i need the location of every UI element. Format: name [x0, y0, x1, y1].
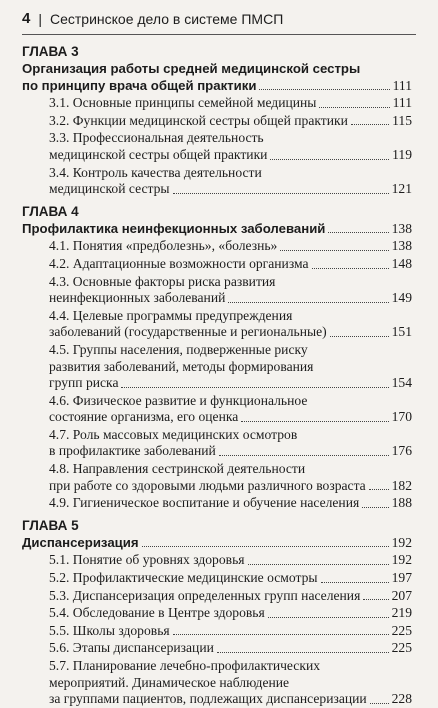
section-title-line: 3.2. Функции медицинской сестры общей практики: [49, 112, 348, 128]
toc-entry: [22, 95, 412, 112]
section-row: [22, 623, 412, 640]
section-title-line: развития заболеваний, методы формирования: [49, 358, 314, 374]
dot-leader: [259, 89, 389, 90]
dot-leader: [363, 599, 388, 600]
section-row: [22, 478, 412, 495]
chapter-block: [22, 204, 412, 512]
section-row: [22, 552, 412, 569]
section-title-line: медицинской сестры: [49, 181, 170, 197]
header-separator: |: [38, 10, 42, 27]
dot-leader: [270, 159, 389, 160]
toc-entry: [22, 495, 412, 512]
section-title-line: 4.5. Группы населения, подверженные риску: [49, 341, 308, 357]
page-ref: 148: [391, 255, 412, 271]
page-ref: 225: [391, 640, 412, 656]
page-ref: 119: [392, 146, 412, 162]
page-ref: 225: [391, 622, 412, 638]
page-ref: 111: [392, 95, 412, 111]
page-ref: 188: [391, 495, 412, 511]
chapter-title-row: [22, 78, 412, 95]
page-ref: 154: [391, 375, 412, 391]
dot-leader: [142, 546, 389, 547]
chapter-title: [22, 61, 412, 94]
page-ref: 197: [391, 570, 412, 586]
dot-leader: [362, 507, 388, 508]
toc-entry: [22, 130, 412, 163]
section-row: [22, 640, 412, 657]
page-ref: 111: [392, 77, 412, 93]
page-ref: 170: [391, 409, 412, 425]
chapter-title: [22, 535, 412, 552]
section-row: [22, 95, 412, 112]
section-title-line: 5.2. Профилактические медицинские осмотры: [49, 570, 318, 586]
page-ref: 121: [391, 181, 412, 197]
toc-entry: [22, 461, 412, 494]
section-title-line: 5.7. Планирование лечебно-профилактических: [49, 658, 321, 673]
chapter-block: [22, 44, 412, 198]
page-ref: 115: [392, 112, 412, 128]
section-title-line: 5.6. Этапы диспансеризации: [49, 640, 214, 656]
section-title-line: 4.9. Гигиеническое воспитание и обучение населения: [49, 495, 360, 511]
dot-leader: [351, 124, 389, 125]
section-row: [22, 256, 412, 273]
dot-leader: [369, 489, 389, 490]
section-row: [22, 113, 412, 130]
section-title-line: 5.3. Диспансеризация определенных групп населения: [49, 587, 361, 603]
section-row: [22, 147, 412, 164]
section-row: [22, 290, 412, 307]
dot-leader: [173, 634, 389, 635]
section-row: [22, 570, 412, 587]
toc-entry: [22, 570, 412, 587]
section-title-line: 5.5. Школы здоровья: [49, 622, 170, 638]
dot-leader: [268, 617, 389, 618]
chapter-label: ГЛАВА 3: [22, 44, 79, 59]
page-ref: 207: [391, 587, 412, 603]
toc-entry: [22, 274, 412, 307]
section-title-line: за группами пациентов, подлежащих диспансеризации: [49, 691, 367, 707]
section-title-line: 4.4. Целевые программы предупреждения: [49, 307, 293, 323]
dot-leader: [330, 336, 389, 337]
page-ref: 192: [391, 552, 412, 568]
chapter-title-line: Организация работы средней медицинской сестры: [22, 61, 361, 76]
section-title-line: 4.2. Адаптационные возможности организма: [49, 255, 309, 271]
section-title-line: групп риска: [49, 375, 119, 391]
dot-leader: [121, 387, 388, 388]
chapter-title: [22, 221, 412, 238]
page-ref: 182: [391, 477, 412, 493]
section-row: [22, 495, 412, 512]
header-rule: [22, 34, 416, 35]
page-ref: 151: [391, 324, 412, 340]
page-ref: 138: [391, 220, 412, 236]
section-title-line: при работе со здоровыми людьми различного возраста: [49, 477, 366, 493]
section-row: [22, 691, 412, 708]
section-title-line: мероприятий. Динамическое наблюдение: [49, 674, 290, 690]
toc-entry: [22, 342, 412, 392]
chapter-label: ГЛАВА 5: [22, 517, 79, 533]
toc-entry: [22, 605, 412, 622]
page-ref: 138: [391, 238, 412, 254]
toc-entry: [22, 238, 412, 255]
chapter-block: [22, 518, 412, 708]
section-title-line: в профилактике заболеваний: [49, 443, 216, 459]
section-title-line: 4.7. Роль массовых медицинских осмотров: [49, 426, 298, 442]
section-title-line: 4.6. Физическое развитие и функциональное: [49, 392, 308, 408]
section-title-line: 3.4. Контроль качества деятельности: [49, 164, 262, 180]
dot-leader: [241, 421, 388, 422]
dot-leader: [319, 107, 389, 108]
section-row: [22, 324, 412, 341]
table-of-contents: [22, 44, 412, 708]
section-title-line: 5.4. Обследование в Центре здоровья: [49, 605, 265, 621]
dot-leader: [217, 652, 389, 653]
toc-entry: [22, 552, 412, 569]
section-title-line: состояние организма, его оценка: [49, 409, 239, 425]
toc-entry: [22, 308, 412, 341]
toc-entry: [22, 588, 412, 605]
dot-leader: [370, 703, 389, 704]
dot-leader: [321, 582, 389, 583]
section-row: [22, 409, 412, 426]
chapter-title-line: по принципу врача общей практики: [22, 77, 257, 93]
running-title: Сестринское дело в системе ПМСП: [49, 10, 284, 27]
dot-leader: [173, 193, 389, 194]
toc-entry: [22, 113, 412, 130]
toc-entry: [22, 640, 412, 657]
chapter-title-row: [22, 535, 412, 552]
section-row: [22, 181, 412, 198]
page-ref: 192: [391, 534, 412, 550]
section-title-line: заболеваний (государственные и региональные): [49, 324, 327, 340]
chapter-title-line: Диспансеризация: [22, 534, 139, 550]
section-title-line: медицинской сестры общей практики: [49, 146, 268, 162]
chapter-title-row: [22, 221, 412, 238]
page-ref: 176: [391, 443, 412, 459]
dot-leader: [219, 455, 389, 456]
page-ref: 228: [391, 691, 412, 707]
chapter-title-line: Профилактика неинфекционных заболеваний: [22, 220, 326, 236]
chapter-label: ГЛАВА 4: [22, 203, 79, 219]
section-title-line: 4.1. Понятия «предболезнь», «болезнь»: [49, 238, 278, 254]
dot-leader: [312, 268, 389, 269]
page-number: 4: [22, 10, 31, 27]
section-title-line: 3.3. Профессиональная деятельность: [49, 130, 264, 146]
toc-entry: [22, 256, 412, 273]
toc-entry: [22, 165, 412, 198]
dot-leader: [228, 302, 388, 303]
section-title-line: 4.3. Основные факторы риска развития: [49, 273, 276, 289]
section-row: [22, 605, 412, 622]
page-ref: 149: [391, 290, 412, 306]
toc-entry: [22, 427, 412, 460]
toc-entry: [22, 393, 412, 426]
dot-leader: [280, 250, 388, 251]
section-row: [22, 588, 412, 605]
section-row: [22, 443, 412, 460]
toc-entry: [22, 658, 412, 708]
dot-leader: [248, 564, 389, 565]
section-title-line: неинфекционных заболеваний: [49, 290, 226, 306]
toc-entry: [22, 623, 412, 640]
page-ref: 219: [391, 605, 412, 621]
section-title-line: 3.1. Основные принципы семейной медицины: [49, 95, 317, 111]
running-header: [22, 10, 420, 27]
section-title-line: 5.1. Понятие об уровнях здоровья: [49, 552, 245, 568]
section-row: [22, 375, 412, 392]
dot-leader: [328, 232, 388, 233]
section-row: [22, 238, 412, 255]
section-title-line: 4.8. Направления сестринской деятельности: [49, 461, 306, 477]
